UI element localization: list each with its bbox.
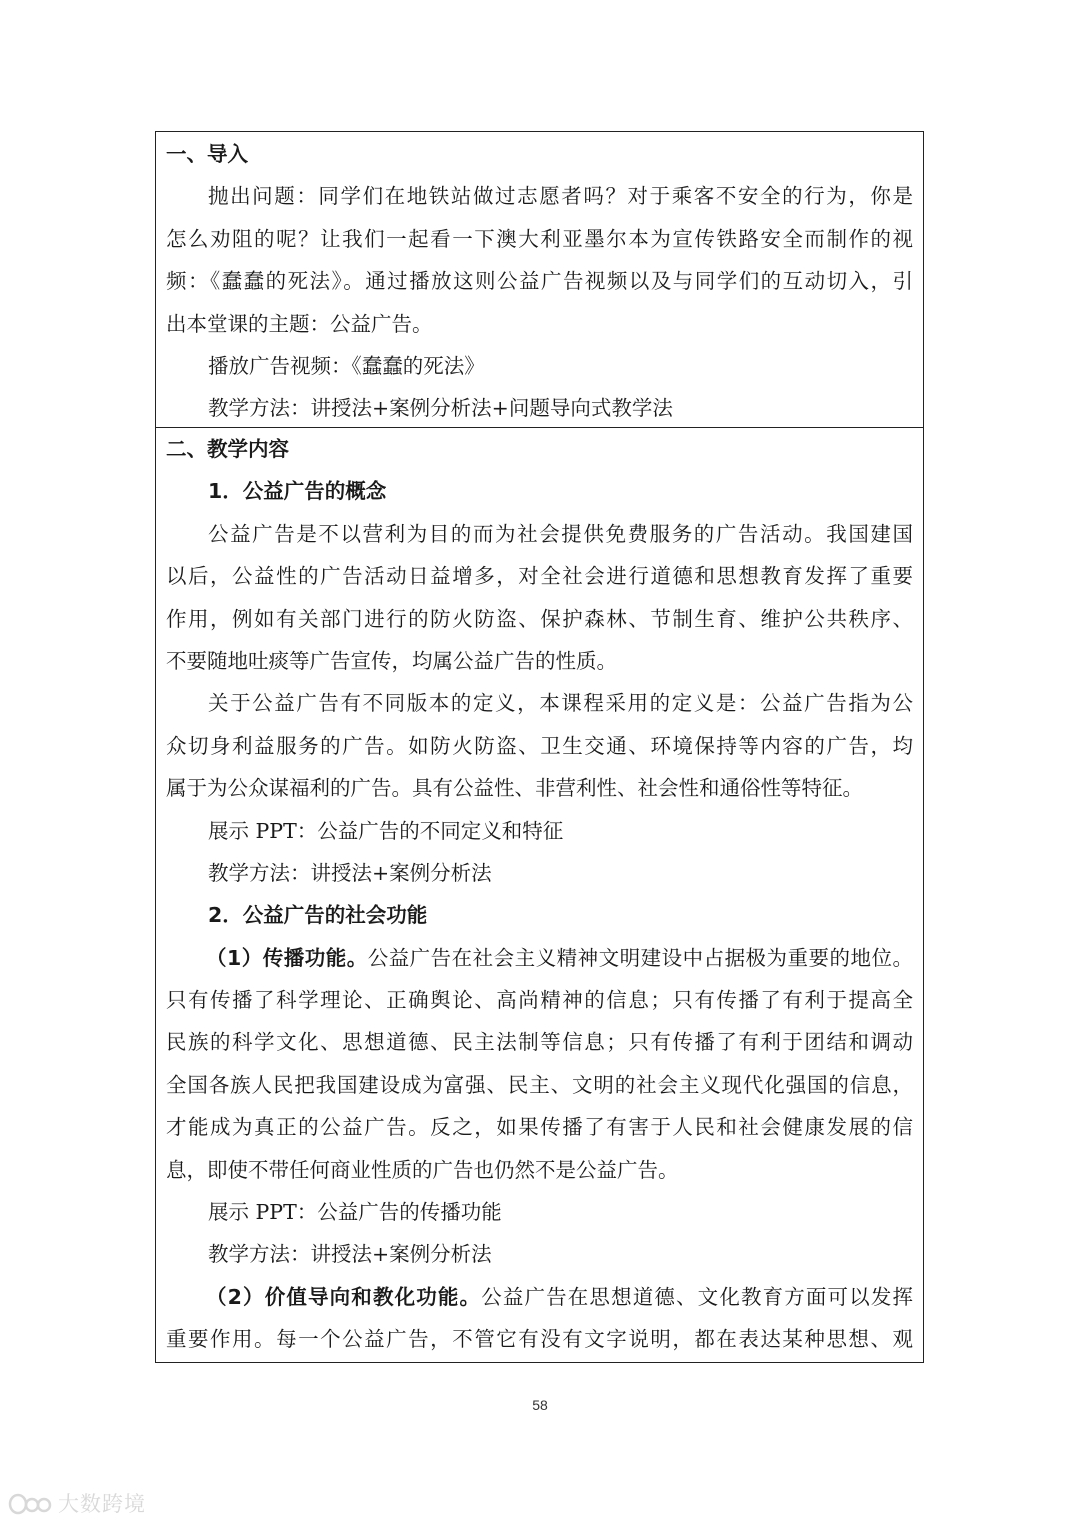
- content-table: [155, 131, 924, 1363]
- subheading-concept: 1．公益广告的概念: [208, 479, 387, 504]
- paragraph-line: 只有传播了科学理论、正确舆论、高尚精神的信息；只有传播了有利于提高全: [166, 988, 913, 1013]
- teaching-method: 教学方法：讲授法+案例分析法: [208, 860, 492, 885]
- paragraph-line: 以后，公益性的广告活动日益增多，对全社会进行道德和思想教育发挥了重要: [166, 564, 913, 589]
- paragraph-line: 属于为公众谋福利的广告。具有公益性、非营利性、社会性和通俗性等特征。: [166, 776, 863, 801]
- paragraph-line: 怎么劝阻的呢？让我们一起看一下澳大利亚墨尔本为宣传铁路安全而制作的视: [166, 226, 913, 251]
- function-2-first-line: [166, 1276, 913, 1318]
- function-2-text: 公益广告在思想道德、文化教育方面可以发挥: [481, 1284, 913, 1309]
- function-1-text: 公益广告在社会主义精神文明建设中占据极为重要的地位。: [367, 945, 913, 970]
- paragraph-line: 息，即使不带任何商业性质的广告也仍然不是公益广告。: [166, 1157, 679, 1182]
- paragraph-line: 抛出问题：同学们在地铁站做过志愿者吗？对于乘客不安全的行为，你是: [208, 184, 913, 209]
- page-number: 58: [532, 1397, 548, 1413]
- section-intro-title: 一、导入: [166, 142, 248, 166]
- paragraph-line: 全国各族人民把我国建设成为富强、民主、文明的社会主义现代化强国的信息，: [166, 1072, 913, 1097]
- video-note: 播放广告视频：《蠢蠢的死法》: [208, 353, 485, 378]
- paragraph-line: 作用，例如有关部门进行的防火防盗、保护森林、节制生育、维护公共秩序、: [166, 606, 913, 631]
- subheading-function: 2．公益广告的社会功能: [208, 903, 428, 928]
- paragraph-line: 众切身利益服务的广告。如防火防盗、卫生交通、环境保持等内容的广告，均: [166, 733, 913, 758]
- function-1-label: （1）传播功能。: [206, 945, 368, 970]
- paragraph-line: 频：《蠢蠢的死法》。通过播放这则公益广告视频以及与同学们的互动切入，引: [166, 269, 913, 294]
- watermark: [8, 1487, 146, 1519]
- paragraph-line: 重要作用。每一个公益广告，不管它有没有文字说明，都在表达某种思想、观: [166, 1327, 913, 1352]
- paragraph-line: 民族的科学文化、思想道德、民主法制等信息；只有传播了有利于团结和调动: [166, 1030, 913, 1055]
- teaching-method: 教学方法：讲授法+案例分析法: [208, 1242, 492, 1267]
- watermark-text: 大数跨境: [58, 1492, 146, 1516]
- section-content-title: 二、教学内容: [166, 437, 289, 461]
- paragraph-line: 不要随地吐痰等广告宣传，均属公益广告的性质。: [166, 648, 617, 673]
- function-2-label: （2）价值导向和教化功能。: [206, 1284, 482, 1309]
- section-content: [156, 426, 923, 1362]
- ppt-note: 展示 PPT：公益广告的传播功能: [208, 1200, 502, 1225]
- section-intro: [156, 132, 923, 428]
- paragraph-line: 关于公益广告有不同版本的定义，本课程采用的定义是：公益广告指为公: [208, 691, 913, 716]
- paragraph-line: 才能成为真正的公益广告。反之，如果传播了有害于人民和社会健康发展的信: [166, 1115, 913, 1140]
- function-1-first-line: [166, 937, 913, 979]
- watermark-logo-icon: [8, 1490, 52, 1516]
- ppt-note: 展示 PPT：公益广告的不同定义和特征: [208, 818, 564, 843]
- teaching-method: 教学方法：讲授法+案例分析法+问题导向式教学法: [208, 396, 673, 421]
- paragraph-line: 出本堂课的主题：公益广告。: [166, 311, 433, 336]
- paragraph-line: 公益广告是不以营利为目的而为社会提供免费服务的广告活动。我国建国: [208, 521, 913, 546]
